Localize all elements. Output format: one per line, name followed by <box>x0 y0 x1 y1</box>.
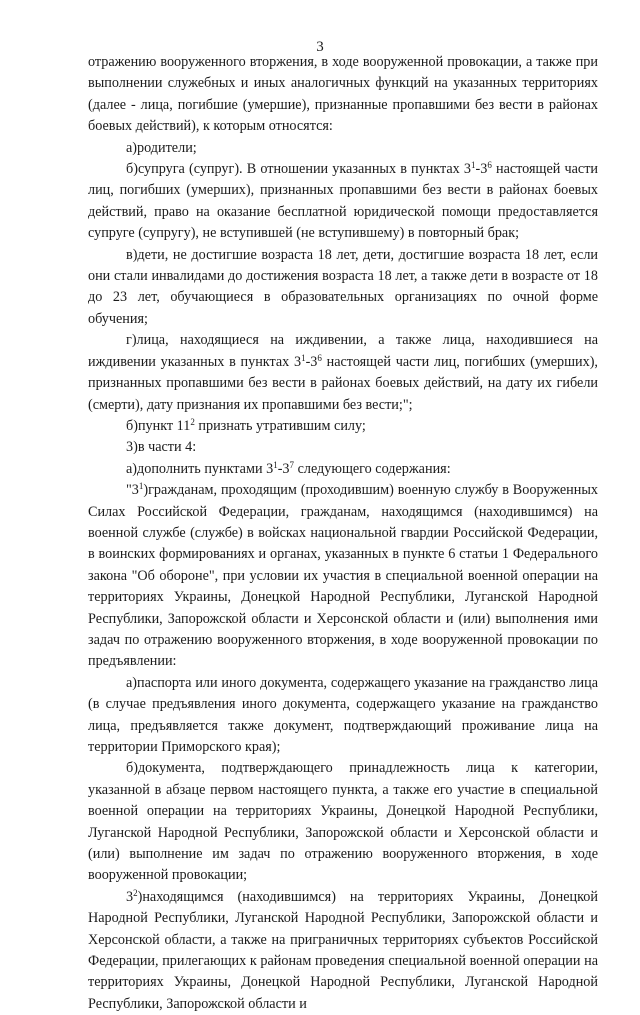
paragraph: а)родители; <box>126 139 197 156</box>
paragraph: 3)в части 4: <box>126 439 197 456</box>
paragraph: б)супруга (супруг). В отношении указанных в пунктах $3^1-3^6$ настоящей части лиц, погибших (умерших), признанных пропавшими без вести в районах боевых действий, право на оказание бесплатной юридической помощи предоставляется супруге (супругу), не вступившей (не вступившему) в повторный брак; <box>88 160 599 242</box>
paragraph: а)дополнить пунктами $3^1-3^7$ следующего содержания: <box>126 459 451 477</box>
paragraph: г)лица, находящиеся на иждивении, а также лица, находившиеся на иждивении указанных в пунктах $3^1-3^6$ настоящей части лиц, погибших (умерших), признанных пропавшими без вести в районах боевых действий, на дату их гибели (смерти), дату признания их пропавшими без вести;"; <box>88 332 598 413</box>
paragraph: б)документа, подтверждающего принадлежность лица к категории, указанной в абзаце первом настоящего пункта, а также его участие в специальной военной операции на территориях Украины, Донецкой Народной Республики, Луганской Народной Республики, Запорожской области и Херсонской области и (или) выполнение им задач по отражению вооруженного вторжения, в ходе вооруженной провокации; <box>88 760 598 884</box>
paragraph: "$3^1)гражданам$, проходящим (проходившим) военную службу в Вооруженных Силах Российской Федерации, гражданам, находящимся (находившимся) на военной службе (службе) в войсках национальной гвардии Российской Федерации, в воинских формированиях и органах, указанных в пункте 6 статьи 1 Федерального закона "Об обороне", при условии их участия в специальной военной операции на территориях Украины, Донецкой Народной Республики, Луганской Народной Республики, Запорожской области и Херсонской области и (или) выполнения ими задач по отражению вооруженного вторжения, в ходе вооруженной провокации по предъявлении: <box>88 481 598 670</box>
paragraph: в)дети, не достигшие возраста 18 лет, дети, достигшие возраста 18 лет, если они стали инвалидами до достижения возраста 18 лет, а также дети в возрасте от 18 до 23 лет, обучающиеся в образовательных организациях по очной форме обучения; <box>88 246 598 327</box>
page-number: 3 <box>316 39 324 55</box>
paragraph: $3^2)находящимся$ (находившимся) на территориях Украины, Донецкой Народной Республики, Луганской Народной Республики, Запорожской области и Херсонской области, а также на приграничных территориях субъектов Российской Федерации, прилегающих к районам проведения специальной военной операции на территориях Украины, Донецкой Народной Республики, Луганской Народной Республики, Запорожской области и <box>88 887 598 1012</box>
paragraph: отражению вооруженного вторжения, в ходе вооруженной провокации, а также при выполнении служебных и иных аналогичных функций на указанных территориях (далее - лица, погибшие (умершие), признанные пропавшими без вести в районах боевых действий), к которым относятся: <box>88 54 598 135</box>
document-body <box>88 52 598 1015</box>
paragraph: б)пункт $11^2$ признать утратившим силу; <box>126 416 366 434</box>
paragraph: а)паспорта или иного документа, содержащего указание на гражданство лица (в случае предъявления иного документа, содержащего указание на гражданство лица, предъявляется также документ, подтверждающий проживание лица на территории Приморского края); <box>88 674 598 755</box>
